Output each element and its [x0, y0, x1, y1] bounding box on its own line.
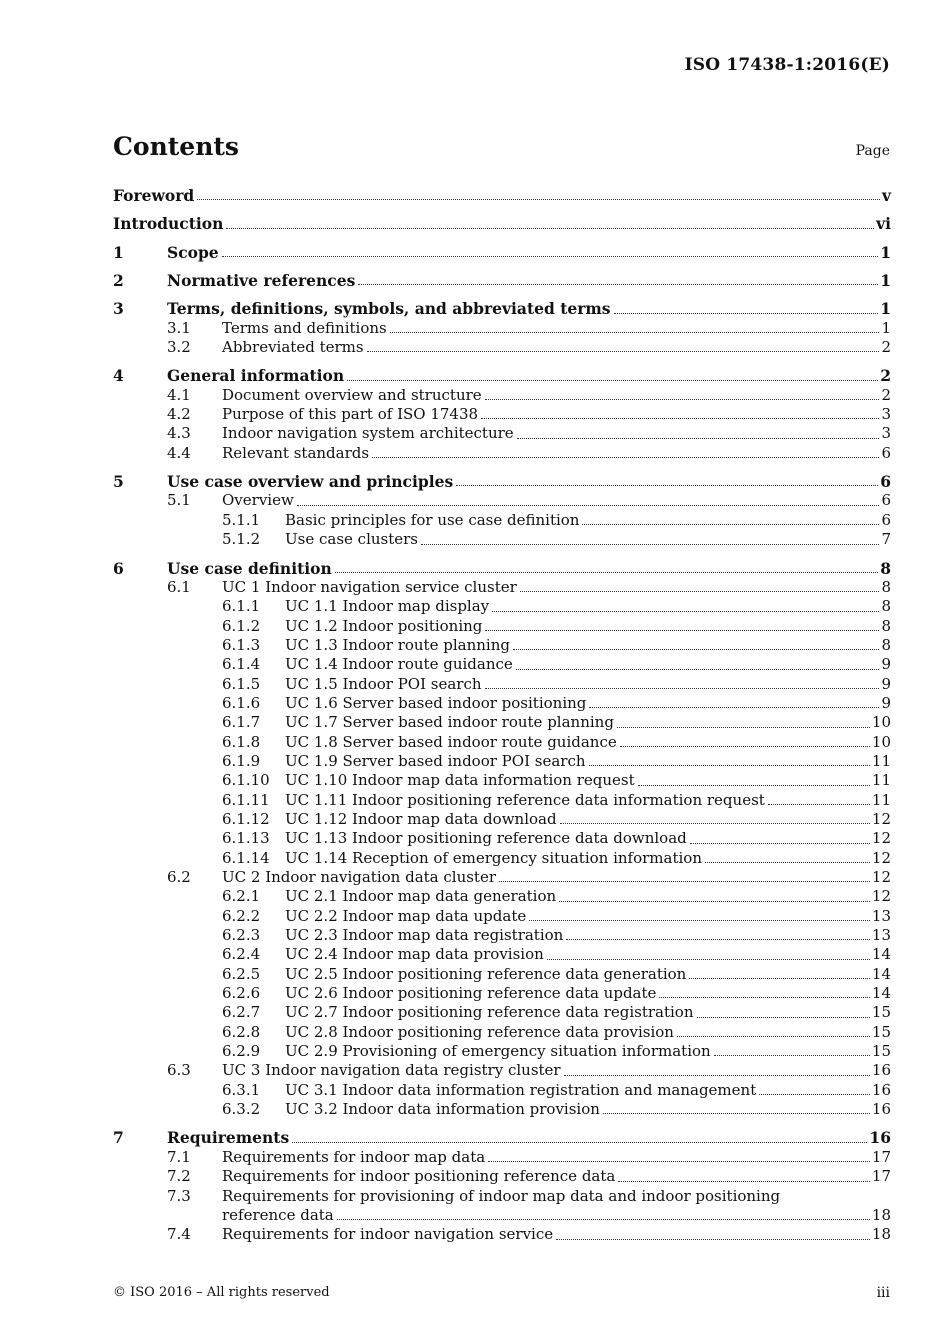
toc-dot-leader — [513, 649, 879, 650]
toc-entry-page: 2 — [881, 338, 891, 357]
toc-entry-title: UC 2.1 Indoor map data generation — [285, 887, 557, 906]
toc-entry-title: UC 1.10 Indoor map data information request — [285, 771, 635, 790]
toc-dot-leader — [390, 332, 880, 333]
toc-entry[interactable] — [113, 617, 891, 636]
toc-entry[interactable] — [113, 733, 891, 752]
toc-entry-title: UC 1.8 Server based indoor route guidance — [285, 732, 617, 751]
table-of-contents — [113, 186, 891, 1245]
toc-entry-page: 8 — [881, 597, 891, 616]
toc-entry-number: 6.2.1 — [222, 887, 261, 906]
toc-entry-number: 4 — [113, 366, 124, 386]
toc-entry-page: 9 — [881, 655, 891, 674]
toc-entry-number: 6.2.7 — [222, 1003, 261, 1022]
toc-entry-page: 2 — [881, 385, 891, 404]
toc-entry-number: 6.1.9 — [222, 751, 261, 770]
toc-entry-title: Requirements for indoor positioning reference data — [222, 1167, 616, 1186]
toc-dot-leader — [556, 1239, 870, 1240]
toc-entry[interactable] — [113, 271, 891, 290]
toc-entry[interactable] — [113, 1061, 891, 1080]
toc-entry[interactable] — [113, 849, 891, 868]
toc-entry-title: UC 2.3 Indoor map data registration — [285, 926, 564, 945]
toc-dot-leader — [603, 1113, 870, 1114]
toc-entry-page: 13 — [871, 926, 891, 945]
toc-entry[interactable] — [113, 887, 891, 906]
toc-dot-leader — [481, 418, 879, 419]
toc-entry-number: 6.1.13 — [222, 829, 270, 848]
toc-entry-page: 1 — [881, 318, 891, 337]
page-column-label: Page — [855, 143, 890, 159]
toc-entry-number: 6.1.5 — [222, 674, 261, 693]
toc-entry-title: UC 1.9 Server based indoor POI search — [285, 751, 586, 770]
toc-entry-number: 6.1 — [167, 577, 191, 596]
toc-entry-title: Foreword — [113, 186, 195, 205]
toc-dot-leader — [768, 804, 870, 805]
toc-entry-page: 16 — [871, 1100, 891, 1119]
toc-entry-number: 5.1.2 — [222, 530, 261, 549]
toc-entry-page: 14 — [871, 964, 891, 983]
toc-entry[interactable] — [113, 472, 891, 491]
toc-entry-number: 6.1.10 — [222, 771, 270, 790]
toc-dot-leader — [560, 823, 870, 824]
toc-entry-number: 3 — [113, 299, 124, 319]
toc-entry-title: UC 2 Indoor navigation data cluster — [222, 868, 497, 886]
toc-dot-leader — [347, 380, 878, 381]
toc-dot-leader — [547, 959, 870, 960]
toc-entry-page: 15 — [871, 1022, 891, 1041]
toc-entry-number: 6.3 — [167, 1061, 191, 1080]
toc-entry[interactable] — [113, 1187, 891, 1226]
toc-entry-page: 8 — [881, 577, 891, 596]
toc-entry-number: 6.2.4 — [222, 945, 261, 964]
toc-entry-number: 6.1.3 — [222, 635, 261, 654]
toc-entry[interactable] — [113, 636, 891, 655]
toc-entry[interactable] — [113, 791, 891, 810]
toc-dot-leader — [566, 939, 870, 940]
toc-entry-number: 4.2 — [167, 405, 191, 424]
toc-entry-number: 4.4 — [167, 443, 191, 462]
toc-entry-title: Indoor navigation system architecture — [222, 424, 514, 443]
toc-entry[interactable] — [113, 530, 891, 549]
toc-entry-title: UC 2.2 Indoor map data update — [285, 906, 527, 925]
toc-entry[interactable] — [113, 444, 891, 463]
toc-dot-leader — [677, 1036, 870, 1037]
toc-entry[interactable] — [113, 926, 891, 945]
toc-dot-leader — [226, 228, 874, 229]
toc-dot-leader — [367, 351, 880, 352]
toc-dot-leader — [297, 505, 880, 506]
toc-entry-title: UC 1.2 Indoor positioning — [285, 616, 483, 635]
contents-title: Contents — [113, 132, 240, 161]
toc-entry-title: Abbreviated terms — [222, 338, 364, 357]
toc-entry-number: 4.1 — [167, 385, 191, 404]
toc-entry-page: 8 — [881, 616, 891, 635]
toc-entry[interactable] — [113, 366, 891, 385]
toc-entry-page: 15 — [871, 1003, 891, 1022]
toc-dot-leader — [492, 611, 879, 612]
toc-entry-page: 17 — [871, 1147, 891, 1166]
toc-entry-title: UC 1.1 Indoor map display — [285, 597, 490, 616]
toc-entry[interactable] — [113, 771, 891, 790]
toc-entry-title: Overview — [222, 491, 294, 510]
toc-dot-leader — [197, 199, 880, 200]
toc-entry-title: Requirements for provisioning of indoor map data and indoor positioning — [222, 1186, 781, 1205]
toc-entry-page: 14 — [871, 945, 891, 964]
toc-entry-number: 3.2 — [167, 338, 191, 357]
toc-entry-number: 6.2.3 — [222, 926, 261, 945]
toc-dot-leader — [564, 1075, 870, 1076]
toc-entry-page: 18 — [871, 1205, 891, 1224]
toc-entry[interactable] — [113, 1167, 891, 1186]
toc-entry-page: 11 — [871, 790, 891, 809]
toc-entry[interactable] — [113, 965, 891, 984]
toc-entry-title: Requirements — [167, 1128, 290, 1148]
toc-entry-page: 12 — [871, 887, 891, 906]
toc-dot-leader — [520, 591, 880, 592]
toc-entry-title: Purpose of this part of ISO 17438 — [222, 405, 479, 424]
toc-entry-title-continued: reference data — [222, 1205, 334, 1224]
toc-entry[interactable] — [113, 1128, 891, 1147]
toc-entry-number: 7.1 — [167, 1147, 191, 1166]
toc-entry-number: 6.3.1 — [222, 1080, 261, 1099]
toc-dot-leader — [705, 862, 870, 863]
toc-entry-title: UC 2.5 Indoor positioning reference data generation — [285, 964, 687, 983]
toc-entry-page: 10 — [871, 713, 891, 732]
toc-entry[interactable] — [113, 186, 891, 205]
toc-entry-number: 6.2.6 — [222, 984, 261, 1003]
toc-entry[interactable] — [113, 1225, 891, 1244]
toc-entry-page: 12 — [871, 809, 891, 828]
toc-entry[interactable] — [113, 338, 891, 357]
toc-dot-leader — [485, 399, 880, 400]
toc-dot-leader — [372, 457, 879, 458]
toc-entry-number: 7.3 — [167, 1186, 191, 1205]
toc-entry-title: Use case definition — [167, 558, 332, 578]
toc-entry[interactable] — [113, 1042, 891, 1061]
toc-entry-page: 1 — [880, 271, 891, 291]
toc-entry-number: 6.2.5 — [222, 964, 261, 983]
toc-entry-page: v — [881, 186, 891, 205]
toc-entry-page: 6 — [881, 491, 891, 510]
toc-entry-number: 6.1.4 — [222, 655, 261, 674]
toc-entry-title: Normative references — [167, 271, 356, 291]
toc-entry-title: UC 3 Indoor navigation data registry cluster — [222, 1061, 561, 1080]
toc-entry[interactable] — [113, 1081, 891, 1100]
toc-entry-number: 6.2.8 — [222, 1022, 261, 1041]
toc-entry-number: 6.1.8 — [222, 732, 261, 751]
toc-entry[interactable] — [113, 243, 891, 262]
toc-entry-page: 15 — [871, 1042, 891, 1061]
toc-entry[interactable] — [113, 386, 891, 405]
toc-entry-page: 11 — [871, 751, 891, 770]
toc-entry-title: Terms and definitions — [222, 318, 387, 337]
toc-dot-leader — [292, 1142, 867, 1143]
toc-entry-page: 12 — [871, 848, 891, 867]
toc-dot-leader — [620, 746, 870, 747]
toc-entry-page: 11 — [871, 771, 891, 790]
toc-dot-leader — [337, 1219, 870, 1220]
toc-entry-number: 6.1.7 — [222, 713, 261, 732]
toc-dot-leader — [488, 1161, 870, 1162]
toc-entry-number: 4.3 — [167, 424, 191, 443]
toc-entry-page: 2 — [880, 366, 891, 386]
toc-entry-page: 10 — [871, 732, 891, 751]
toc-dot-leader — [559, 901, 870, 902]
toc-entry-number: 6 — [113, 558, 124, 578]
toc-entry-page: 16 — [871, 1061, 891, 1080]
toc-entry-title: UC 1.6 Server based indoor positioning — [285, 693, 587, 712]
toc-entry-page: vi — [876, 214, 891, 234]
toc-entry[interactable] — [113, 1148, 891, 1167]
footer-page-number: iii — [876, 1285, 890, 1301]
toc-entry-number: 6.1.12 — [222, 809, 270, 828]
toc-entry-title: Terms, definitions, symbols, and abbreviated terms — [167, 299, 611, 319]
toc-entry-title: Use case overview and principles — [167, 472, 454, 492]
toc-entry-number: 7.2 — [167, 1167, 191, 1186]
toc-entry-number: 5.1.1 — [222, 510, 261, 529]
toc-entry-title: UC 3.2 Indoor data information provision — [285, 1100, 600, 1119]
toc-entry[interactable] — [113, 694, 891, 713]
toc-entry-number: 7 — [113, 1128, 124, 1148]
toc-dot-leader — [759, 1094, 870, 1095]
toc-entry-page: 6 — [881, 443, 891, 462]
toc-entry-title: UC 2.7 Indoor positioning reference data registration — [285, 1003, 694, 1022]
toc-entry[interactable] — [113, 945, 891, 964]
toc-entry-title: Introduction — [113, 214, 224, 234]
toc-entry[interactable] — [113, 578, 891, 597]
toc-entry-number: 6.1.11 — [222, 790, 270, 809]
toc-entry-page: 6 — [881, 510, 891, 529]
toc-entry-title: Scope — [167, 242, 219, 262]
toc-dot-leader — [582, 524, 879, 525]
toc-entry-title: UC 1.4 Indoor route guidance — [285, 655, 513, 674]
toc-entry-title: UC 2.8 Indoor positioning reference data provision — [285, 1022, 674, 1041]
toc-dot-leader — [456, 485, 878, 486]
toc-entry-title: UC 2.6 Indoor positioning reference data update — [285, 984, 657, 1003]
toc-dot-leader — [529, 920, 870, 921]
toc-entry-page: 3 — [881, 405, 891, 424]
toc-entry-title: Relevant standards — [222, 443, 370, 462]
toc-dot-leader — [638, 785, 870, 786]
toc-entry[interactable] — [113, 424, 891, 443]
toc-entry[interactable] — [113, 597, 891, 616]
toc-entry-number: 6.1.14 — [222, 848, 270, 867]
toc-dot-leader — [614, 313, 879, 314]
toc-entry-title: UC 1.14 Reception of emergency situation information — [285, 848, 702, 867]
toc-dot-leader — [335, 572, 878, 573]
toc-entry[interactable] — [113, 319, 891, 338]
toc-entry[interactable] — [113, 829, 891, 848]
toc-dot-leader — [714, 1055, 870, 1056]
toc-entry-number: 2 — [113, 271, 124, 291]
toc-entry-page: 9 — [881, 674, 891, 693]
toc-entry[interactable] — [113, 655, 891, 674]
toc-entry[interactable] — [113, 868, 891, 887]
toc-entry-number: 1 — [113, 242, 124, 262]
copyright-notice: © ISO 2016 – All rights reserved — [113, 1285, 330, 1300]
toc-entry[interactable] — [113, 984, 891, 1003]
toc-dot-leader — [697, 1017, 870, 1018]
toc-dot-leader — [222, 256, 879, 257]
toc-entry-page: 3 — [881, 424, 891, 443]
toc-entry[interactable] — [113, 299, 891, 318]
toc-entry-title: Document overview and structure — [222, 385, 482, 404]
toc-entry-number: 6.2.9 — [222, 1042, 261, 1061]
toc-entry-page: 1 — [880, 242, 891, 262]
toc-entry[interactable] — [113, 1003, 891, 1022]
toc-entry-number: 6.3.2 — [222, 1100, 261, 1119]
toc-entry-title: General information — [167, 366, 345, 386]
toc-entry-page: 8 — [881, 635, 891, 654]
toc-entry-title: Basic principles for use case definition — [285, 510, 580, 529]
toc-entry[interactable] — [113, 675, 891, 694]
toc-entry-title: UC 2.4 Indoor map data provision — [285, 945, 544, 964]
toc-entry-page: 7 — [881, 530, 891, 549]
toc-dot-leader — [589, 707, 879, 708]
toc-entry-title: UC 1.5 Indoor POI search — [285, 674, 482, 693]
toc-dot-leader — [589, 765, 870, 766]
toc-entry-number: 6.2.2 — [222, 906, 261, 925]
toc-entry[interactable] — [113, 491, 891, 510]
toc-entry-number: 6.1.2 — [222, 616, 261, 635]
toc-entry-page: 12 — [871, 868, 891, 886]
toc-entry-page: 18 — [871, 1225, 891, 1244]
toc-dot-leader — [689, 978, 870, 979]
toc-entry-page: 9 — [881, 693, 891, 712]
toc-entry-page: 12 — [871, 829, 891, 848]
toc-entry[interactable] — [113, 511, 891, 530]
toc-dot-leader — [358, 284, 878, 285]
toc-entry-page: 6 — [880, 472, 891, 492]
toc-entry[interactable] — [113, 214, 891, 233]
toc-entry-page: 1 — [880, 299, 891, 319]
toc-entry[interactable] — [113, 405, 891, 424]
toc-dot-leader — [516, 669, 880, 670]
toc-dot-leader — [690, 843, 870, 844]
toc-entry-page: 13 — [871, 906, 891, 925]
toc-entry-title: Requirements for indoor map data — [222, 1147, 486, 1166]
toc-dot-leader — [517, 438, 880, 439]
toc-entry-page: 8 — [880, 558, 891, 578]
toc-entry[interactable] — [113, 713, 891, 732]
toc-entry[interactable] — [113, 559, 891, 578]
toc-dot-leader — [499, 881, 870, 882]
toc-entry-title: UC 2.9 Provisioning of emergency situation information — [285, 1042, 711, 1061]
toc-entry-title: Use case clusters — [285, 530, 419, 549]
toc-entry-number: 6.1.6 — [222, 693, 261, 712]
toc-dot-leader — [421, 544, 879, 545]
toc-entry-number: 5 — [113, 472, 124, 492]
toc-entry-number: 7.4 — [167, 1225, 191, 1244]
toc-entry-number: 3.1 — [167, 318, 191, 337]
toc-entry-title: UC 1.12 Indoor map data download — [285, 809, 557, 828]
toc-entry[interactable] — [113, 907, 891, 926]
toc-entry-title: UC 3.1 Indoor data information registration and management — [285, 1080, 757, 1099]
toc-entry[interactable] — [113, 810, 891, 829]
toc-entry-title: UC 1.11 Indoor positioning reference data information request — [285, 790, 765, 809]
toc-entry[interactable] — [113, 1023, 891, 1042]
document-id: ISO 17438-1:2016(E) — [684, 55, 890, 75]
toc-entry[interactable] — [113, 1100, 891, 1119]
toc-entry-number: 5.1 — [167, 491, 191, 510]
toc-dot-leader — [617, 727, 870, 728]
toc-entry-number: 6.1.1 — [222, 597, 261, 616]
toc-entry-title: UC 1.13 Indoor positioning reference data download — [285, 829, 687, 848]
toc-dot-leader — [485, 688, 880, 689]
toc-entry-title: UC 1.7 Server based indoor route planning — [285, 713, 614, 732]
toc-entry-title: UC 1 Indoor navigation service cluster — [222, 577, 517, 596]
toc-entry-title: UC 1.3 Indoor route planning — [285, 635, 510, 654]
toc-entry-page: 14 — [871, 984, 891, 1003]
toc-entry-page: 16 — [869, 1128, 891, 1148]
toc-entry-page: 17 — [871, 1167, 891, 1186]
toc-entry[interactable] — [113, 752, 891, 771]
toc-dot-leader — [618, 1181, 870, 1182]
toc-entry-page: 16 — [871, 1080, 891, 1099]
toc-dot-leader — [659, 997, 870, 998]
toc-dot-leader — [485, 630, 879, 631]
toc-entry-title: Requirements for indoor navigation service — [222, 1225, 554, 1244]
toc-entry-number: 6.2 — [167, 868, 191, 886]
